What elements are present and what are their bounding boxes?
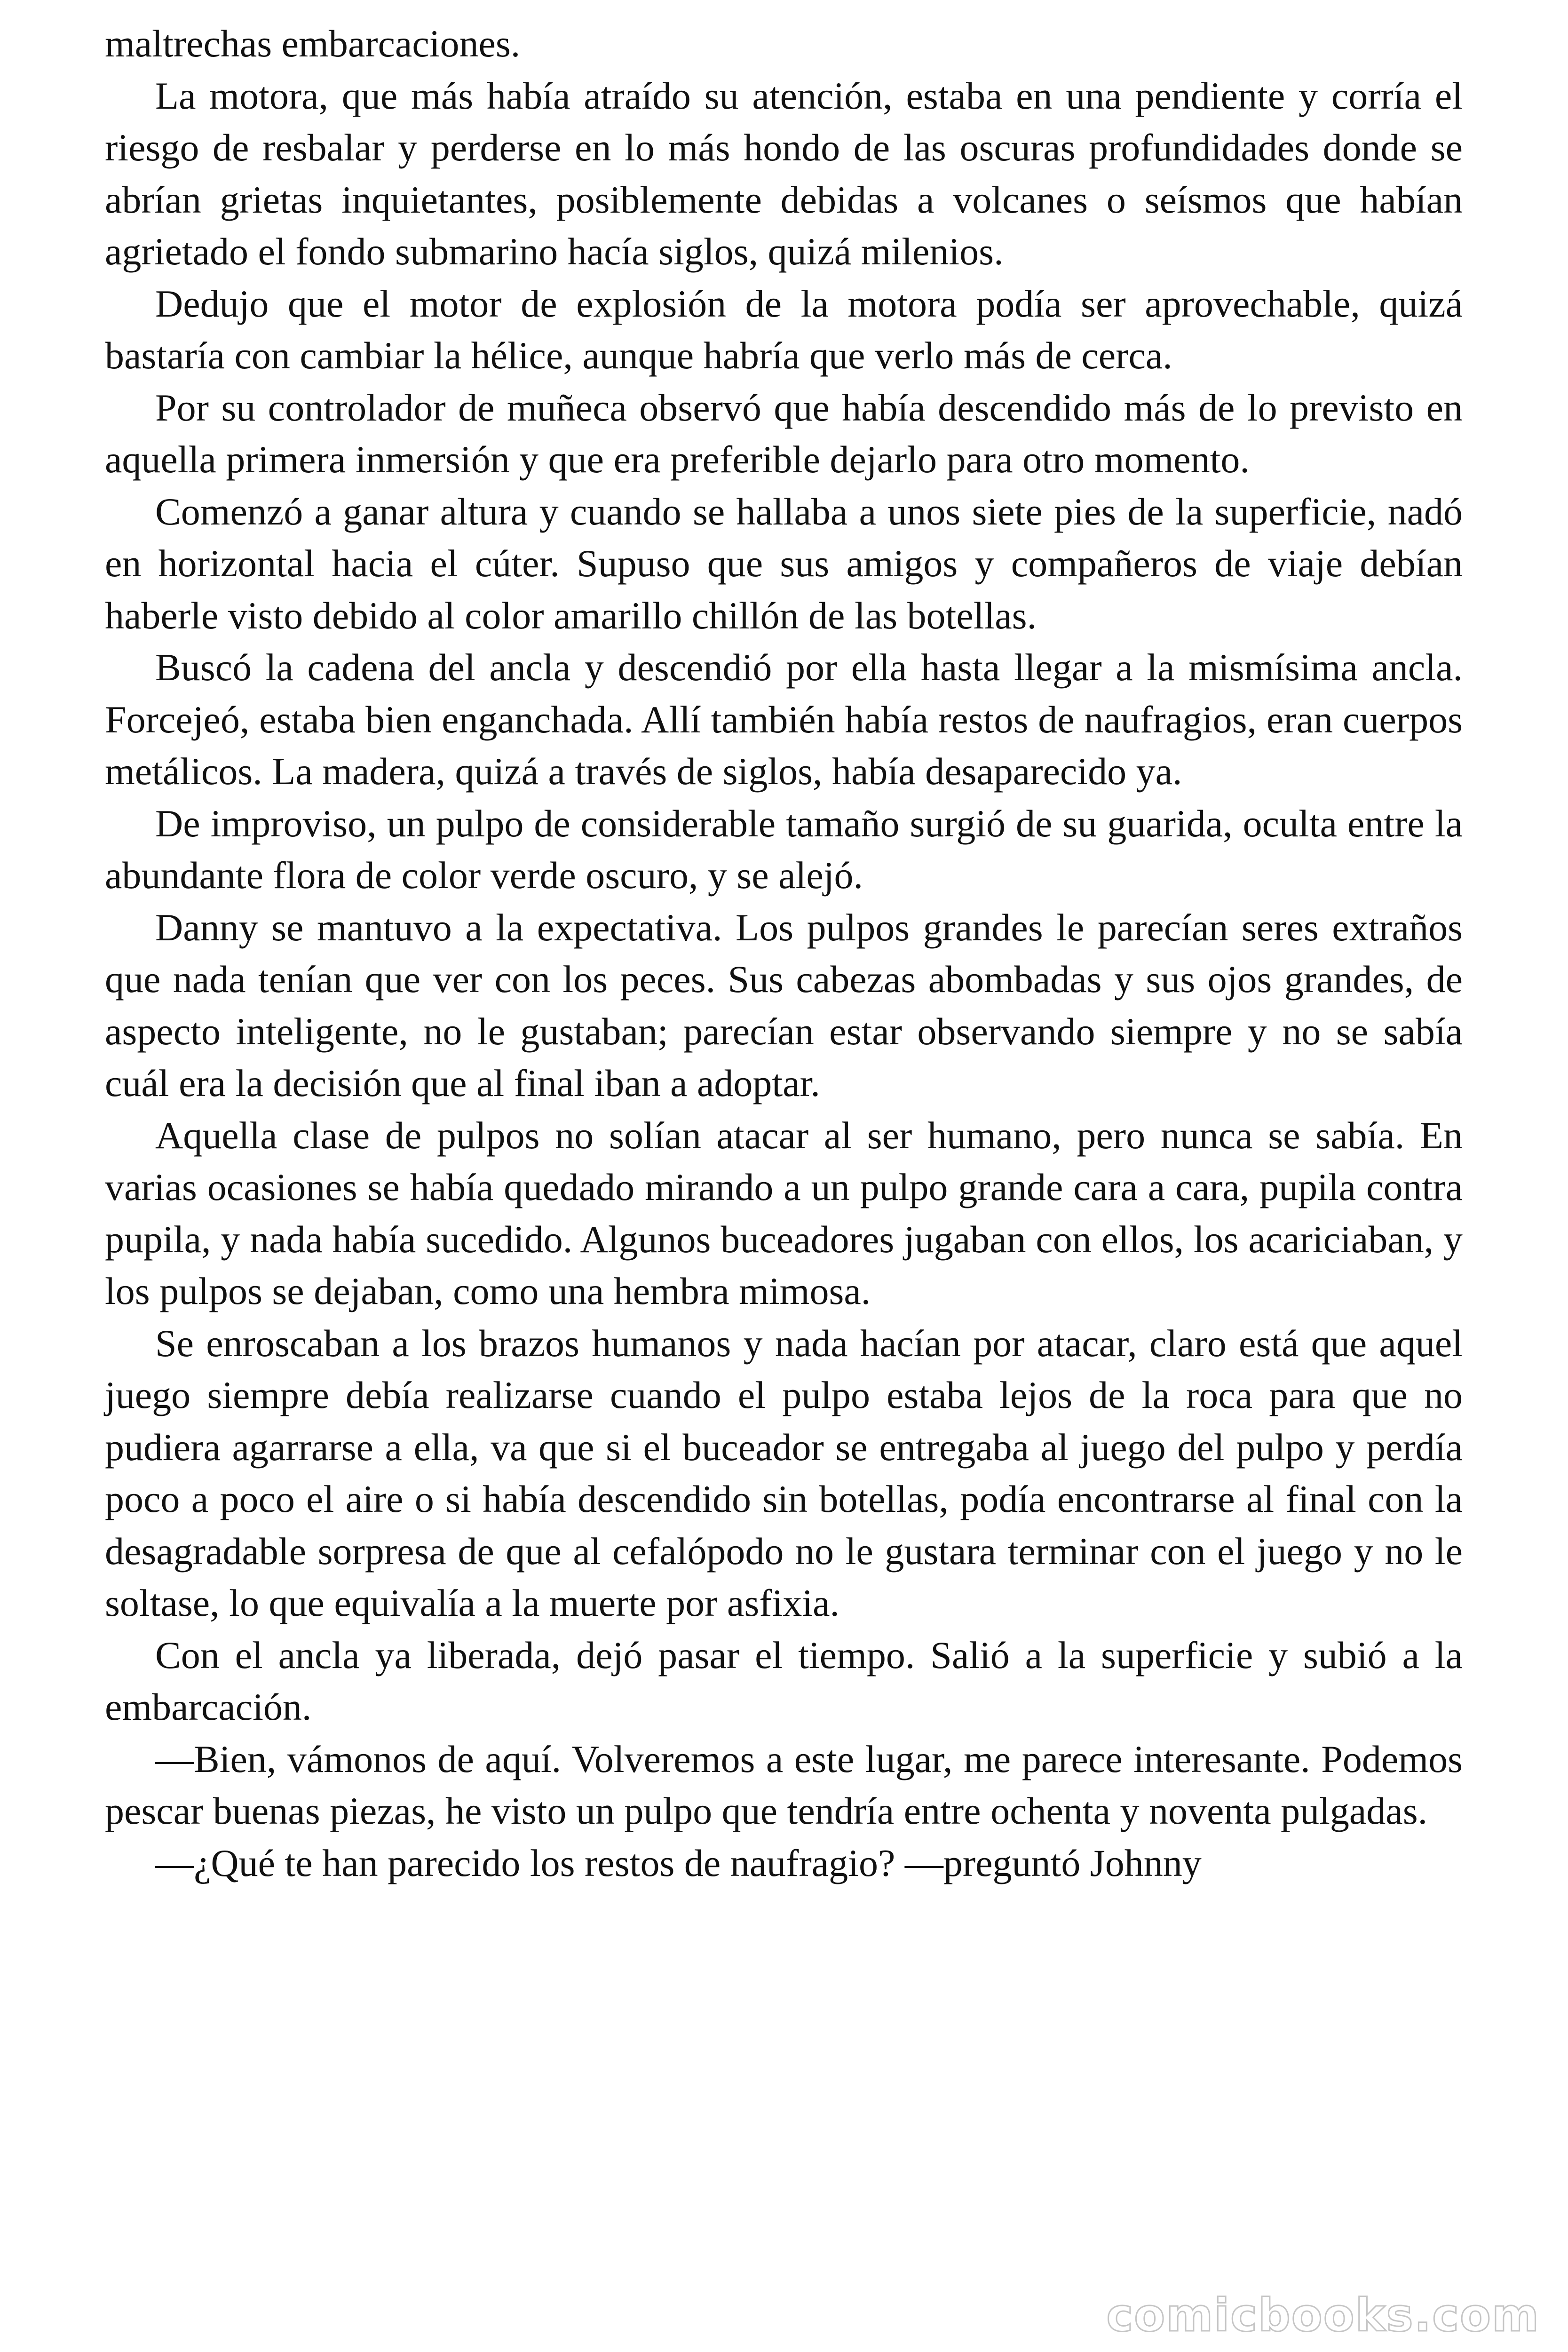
paragraph: —Bien, vámonos de aquí. Volveremos a este lugar, me parece interesante. Podemos pescar buenas piezas, he visto un pulpo que tendría entre ochenta y noventa pulgadas. [105, 1737, 1463, 1832]
paragraph: Por su controlador de muñeca observó que había descendido más de lo previsto en aquella primera inmersión y que era preferible dejarlo para otro momento. [105, 386, 1463, 481]
paragraph: Dedujo que el motor de explosión de la motora podía ser aprovechable, quizá bastaría con cambiar la hélice, aunque habría que verlo más de cerca. [105, 282, 1463, 377]
paragraph-continuation: maltrechas embarcaciones. [105, 22, 521, 65]
paragraph: La motora, que más había atraído su atención, estaba en una pendiente y corría el riesgo de resbalar y perderse en lo más hondo de las oscuras profundidades donde se abrían grietas inquietantes, posiblemente debidas a volcanes o seísmos que habían agrietado el fondo submarino hacía siglos, quizá milenios. [105, 74, 1463, 273]
watermark: comicbooks.com [1106, 2289, 1540, 2342]
paragraph: Con el ancla ya liberada, dejó pasar el tiempo. Salió a la superficie y subió a la embarcación. [105, 1633, 1463, 1728]
paragraph: Comenzó a ganar altura y cuando se hallaba a unos siete pies de la superficie, nadó en horizontal hacia el cúter. Supuso que sus amigos y compañeros de viaje debían haberle visto debido al color amarillo chillón de las botellas. [105, 490, 1463, 637]
paragraph: —¿Qué te han parecido los restos de naufragio? —preguntó Johnny [155, 1841, 1202, 1884]
paragraph: Aquella clase de pulpos no solían atacar al ser humano, pero nunca se sabía. En varias ocasiones se había quedado mirando a un pulpo grande cara a cara, pupila contra pupila, y nada había sucedido. Algunos buceadores jugaban con ellos, los acariciaban, y los pulpos se dejaban, como una hembra mimosa. [105, 1113, 1463, 1312]
paragraph: Se enroscaban a los brazos humanos y nada hacían por atacar, claro está que aquel juego siempre debía realizarse cuando el pulpo estaba lejos de la roca para que no pudiera agarrarse a ella, va que si el buceador se entregaba al juego del pulpo y perdía poco a poco el aire o si había descendido sin botellas, podía encontrarse al final con la desagradable sorpresa de que al cefalópodo no le gustara terminar con el juego y no le soltase, lo que equivalía a la muerte por asfixia. [105, 1321, 1463, 1624]
paragraph: Danny se mantuvo a la expectativa. Los pulpos grandes le parecían seres extraños que nada tenían que ver con los peces. Sus cabezas abombadas y sus ojos grandes, de aspecto inteligente, no le gustaban; parecían estar observando siempre y no se sabía cuál era la decisión que al final iban a adoptar. [105, 906, 1463, 1104]
paragraph: De improviso, un pulpo de considerable tamaño surgió de su guarida, oculta entre la abundante flora de color verde oscuro, y se alejó. [105, 802, 1463, 897]
paragraph: Buscó la cadena del ancla y descendió por ella hasta llegar a la mismísima ancla. Forcejeó, estaba bien enganchada. Allí también había restos de naufragios, eran cuerpos metálicos. La madera, quizá a través de siglos, había desaparecido ya. [105, 646, 1463, 793]
document-page [105, 18, 1463, 1889]
